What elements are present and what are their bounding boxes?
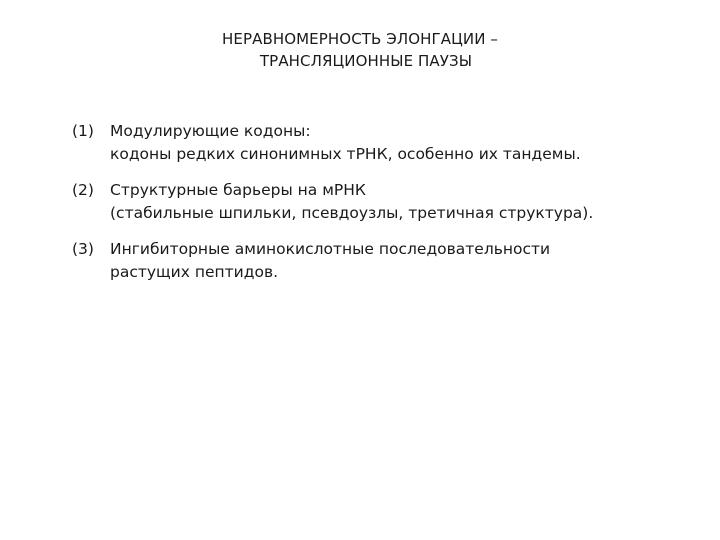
list-item-3 [72, 238, 692, 284]
title-line-1: НЕРАВНОМЕРНОСТЬ ЭЛОНГАЦИИ – [222, 30, 498, 48]
list-item-text [110, 120, 692, 166]
list-item-line-1: Ингибиторные аминокислотные последовательности [110, 240, 551, 258]
list-item-1 [72, 120, 692, 166]
numbered-list [72, 120, 692, 297]
list-item-number: (3) [72, 240, 94, 258]
title-line-2: ТРАНСЛЯЦИОННЫЕ ПАУЗЫ [259, 52, 473, 70]
list-item-number: (1) [72, 122, 94, 140]
list-item-line-1: Модулирующие кодоны: [110, 122, 311, 140]
slide-title [0, 28, 720, 72]
list-item-line-2: кодоны редких синонимных тРНК, особенно их тандемы. [110, 145, 581, 163]
list-item-text [110, 238, 692, 284]
list-item-number: (2) [72, 181, 94, 199]
list-item-text [110, 179, 692, 225]
list-item-line-2: (стабильные шпильки, псевдоузлы, третичная структура). [110, 204, 594, 222]
list-item-line-1: Структурные барьеры на мРНК [110, 181, 366, 199]
list-item-2 [72, 179, 692, 225]
list-item-line-2: растущих пептидов. [110, 263, 279, 281]
